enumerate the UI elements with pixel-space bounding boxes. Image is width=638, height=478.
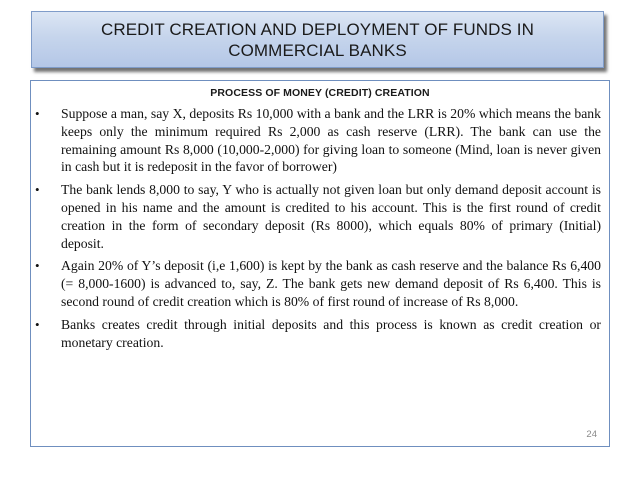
section-subtitle: PROCESS OF MONEY (CREDIT) CREATION xyxy=(210,87,430,99)
bullet-icon: • xyxy=(35,258,40,274)
bullet-icon: • xyxy=(35,106,40,121)
list-item xyxy=(31,181,609,252)
title-banner xyxy=(31,11,604,68)
list-item xyxy=(31,316,609,352)
bullet-text: Banks creates credit through initial deposits and this process is known as credit creation or monetary creation. xyxy=(61,316,601,350)
bullet-text: The bank lends 8,000 to say, Y who is actually not given loan but only demand deposit account is opened in his name and the amount is credited to his account. This is the first round of credit creation in the form of secondary deposit (Rs 8000), which equals 80% of primary (Initial) deposit. xyxy=(61,182,601,251)
bullet-icon: • xyxy=(35,182,40,198)
bullet-text: Again 20% of Y’s deposit (i,e 1,600) is kept by the bank as cash reserve and the balance Rs 6,400 (= 8,000-1600) is advanced to, say, Z. The bank gets new demand deposit of Rs 6,400. This is second round of credit creation which is 80% of first round of increase of Rs 8,000. xyxy=(61,258,601,309)
bullet-list xyxy=(31,105,609,356)
list-item xyxy=(31,105,609,176)
slide-title: CREDIT CREATION AND DEPLOYMENT OF FUNDS IN COMMERCIAL BANKS xyxy=(100,19,535,60)
content-panel xyxy=(30,80,610,447)
bullet-text: Suppose a man, say X, deposits Rs 10,000 with a bank and the LRR is 20% which means the bank keeps only the minimum required Rs 2,000 as cash reserve (LRR). The bank can use the remaining amount Rs 8,000 (10,000-2,000) for giving loan to someone (Mind, loan is never given in cash but it is redeposit in the favor of borrower) xyxy=(61,106,601,175)
page-number: 24 xyxy=(586,429,597,440)
list-item xyxy=(31,257,609,310)
bullet-icon: • xyxy=(35,316,40,332)
